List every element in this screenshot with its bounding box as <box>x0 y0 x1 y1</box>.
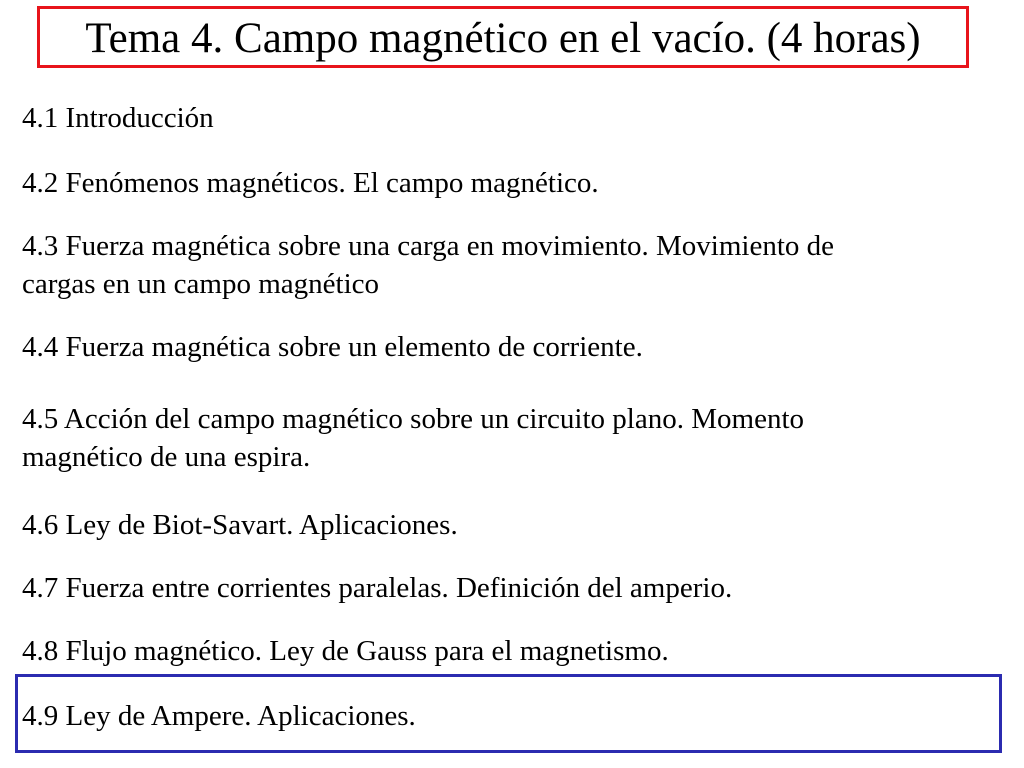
topic-line: 4.2 Fenómenos magnéticos. El campo magnético. <box>22 167 599 199</box>
topic-line: 4.1 Introducción <box>22 102 214 134</box>
slide-title: Tema 4. Campo magnético en el vacío. (4 horas) <box>85 14 921 62</box>
topic-item-4-5 <box>22 399 804 477</box>
topic-line: magnético de una espira. <box>22 441 311 473</box>
topic-line: cargas en un campo magnético <box>22 268 379 300</box>
topic-item-4-2 <box>22 163 599 203</box>
topic-line: 4.4 Fuerza magnética sobre un elemento de corriente. <box>22 331 643 363</box>
topic-item-4-4 <box>22 327 643 367</box>
topic-item-4-9 <box>22 696 416 736</box>
topic-line: 4.6 Ley de Biot-Savart. Aplicaciones. <box>22 509 458 541</box>
topic-line: 4.8 Flujo magnético. Ley de Gauss para el magnetismo. <box>22 635 669 667</box>
topic-line: 4.5 Acción del campo magnético sobre un circuito plano. Momento <box>22 403 804 435</box>
topic-item-4-1 <box>22 98 214 138</box>
topic-line: 4.7 Fuerza entre corrientes paralelas. Definición del amperio. <box>22 572 733 604</box>
topic-item-4-3 <box>22 226 834 304</box>
slide-title-box <box>37 6 969 68</box>
topic-item-4-7 <box>22 568 732 608</box>
topic-line: 4.9 Ley de Ampere. Aplicaciones. <box>22 700 416 732</box>
topic-item-4-6 <box>22 505 458 545</box>
topic-item-4-8 <box>22 631 669 671</box>
topic-line: 4.3 Fuerza magnética sobre una carga en movimiento. Movimiento de <box>22 230 835 262</box>
